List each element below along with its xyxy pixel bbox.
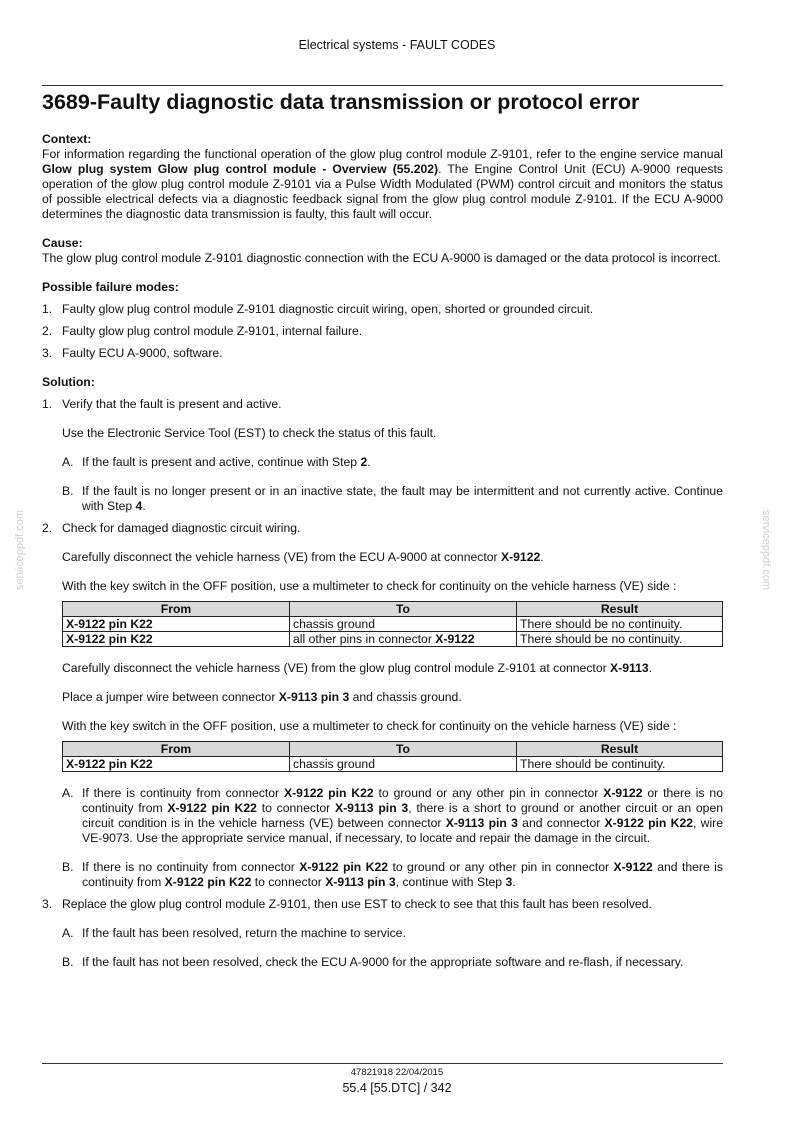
page-title: 3689-Faulty diagnostic data transmission or protocol error [42, 90, 640, 114]
solution-label: Solution: [42, 375, 95, 389]
table-row: X-9122 pin K22 all other pins in connector X-9122 There should be no continuity. [63, 632, 723, 647]
context-text: For information regarding the functional operation of the glow plug control module Z-9101, refer to the engine service manual Glow plug system Glow plug control module - Overview (55.202). The Engine Control Unit (ECU) A-9000 requests operation of the glow plug control module Z-9101 via a Pulse Width Modulated (PWM) control circuit and monitors the status of possible electrical defects via a diagnostic feedback signal from the glow plug control module Z-9101. If the ECU A-9000 determines the diagnostic data transmission is faulty, this fault will occur. [42, 147, 723, 221]
header-rule [42, 85, 723, 86]
column-header: Result [517, 742, 723, 757]
step-2-text-2: With the key switch in the OFF position, use a multimeter to check for continuity on the vehicle harness (VE) side : [62, 579, 677, 593]
column-header: To [290, 602, 517, 617]
step-3-a: A. If the fault has been resolved, return the machine to service. [62, 926, 406, 940]
step-2-text-4: Place a jumper wire between connector X-9113 pin 3 and chassis ground. [62, 690, 462, 704]
step-1-a: A. If the fault is present and active, continue with Step 2. [62, 455, 371, 469]
solution-step-3: 3. Replace the glow plug control module Z-9101, then use EST to check to see that this fault has been resolved. [42, 897, 652, 911]
failure-mode-item: 3. Faulty ECU A-9000, software. [42, 346, 223, 360]
page-header: Electrical systems - FAULT CODES [298, 38, 496, 52]
step-1-b: B. If the fault is no longer present or in an inactive state, the fault may be intermittent and not currently active. Continue with Step 4. [62, 484, 723, 513]
footer-doc-code: 47821918 22/04/2015 [350, 1067, 444, 1078]
column-header: To [290, 742, 517, 757]
solution-step-1: 1. Verify that the fault is present and active. [42, 397, 282, 411]
column-header: From [63, 742, 290, 757]
continuity-table-2 [62, 741, 723, 772]
continuity-table-1 [62, 601, 723, 647]
watermark-right: serviceppdf.com [760, 510, 772, 591]
step-2-text-5: With the key switch in the OFF position, use a multimeter to check for continuity on the vehicle harness (VE) side : [62, 719, 677, 733]
document-body [42, 132, 723, 970]
table-row: X-9122 pin K22 chassis ground There should be no continuity. [63, 617, 723, 632]
step-1-text: Use the Electronic Service Tool (EST) to check the status of this fault. [62, 426, 437, 440]
table-row: X-9122 pin K22 chassis ground There should be continuity. [63, 757, 723, 772]
failure-mode-item: 1. Faulty glow plug control module Z-9101 diagnostic circuit wiring, open, shorted or grounded circuit. [42, 302, 594, 316]
failure-modes-label: Possible failure modes: [42, 280, 179, 294]
page-number: 55.4 [55.DTC] / 342 [342, 1081, 452, 1095]
cause-label: Cause: [42, 236, 83, 250]
footer-rule [42, 1063, 723, 1064]
column-header: Result [517, 602, 723, 617]
step-2-text-3: Carefully disconnect the vehicle harness (VE) from the glow plug control module Z-9101 at connector X-9113. [62, 661, 653, 675]
column-header: From [63, 602, 290, 617]
cause-text: The glow plug control module Z-9101 diagnostic connection with the ECU A-9000 is damaged or the data protocol is incorrect. [42, 251, 721, 265]
step-3-b: B. If the fault has not been resolved, check the ECU A-9000 for the appropriate software and re-flash, if necessary. [62, 955, 684, 969]
watermark-left: serviceppdf.com [14, 510, 26, 591]
context-label: Context: [42, 132, 92, 146]
step-2-b: B. If there is no continuity from connector X-9122 pin K22 to ground or any other pin in connector X-9122 and there is continuity from X-9122 pin K22 to connector X-9113 pin 3, continue with Step 3. [62, 860, 723, 889]
failure-mode-item: 2. Faulty glow plug control module Z-9101, internal failure. [42, 324, 363, 338]
step-2-a: A. If there is continuity from connector X-9122 pin K22 to ground or any other pin in connector X-9122 or there is no continuity from X-9122 pin K22 to connector X-9113 pin 3, there is a short to ground or another circuit or an open circuit condition is in the vehicle harness (VE) between connector X-9113 pin 3 and connector X-9122 pin K22, wire VE-9073. Use the appropriate service manual, if necessary, to locate and repair the damage in the circuit. [62, 786, 723, 845]
solution-step-2: 2. Check for damaged diagnostic circuit wiring. [42, 521, 301, 535]
step-2-text-1: Carefully disconnect the vehicle harness (VE) from the ECU A-9000 at connector X-9122. [62, 550, 544, 564]
